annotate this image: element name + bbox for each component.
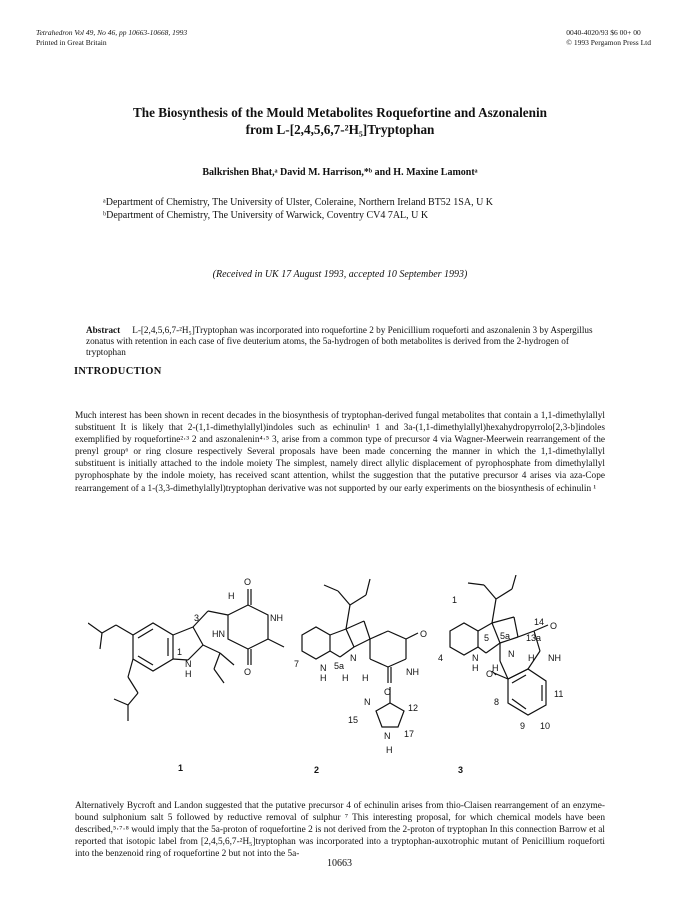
- intro-paragraph-2: Alternatively Bycroft and Landon suggested that the putative precursor 4 of echinulin arises from thio-Claisen rearrangement of an enzyme-bound sulphonium salt 5 followed by reductive removal of sulphur ⁷ This interesting proposal, for which chemical models have been described,⁵·⁷·⁸ would imply that the 5a-proton of roquefortine 2 is not derived from the 2-proton of tryptophan In this connection Barrow et al reported that isotopic label from [2,4,5,6,7-²H₅]tryptophan was incorporated into a tryptophan-auxotrophic mutant of Penicillium roqueforti into the benzenoid ring of roquefortine 2 but not into the 5a-: [75, 801, 605, 860]
- journal-header-left: [36, 28, 187, 48]
- s2-locant-12: 12: [408, 703, 419, 713]
- s2-atom-n2: N: [350, 653, 357, 663]
- s2-atom-n3: N: [364, 697, 371, 707]
- section-heading-introduction: INTRODUCTION: [74, 366, 162, 377]
- s3-atom-n2: N: [508, 649, 515, 659]
- s3-benzo-ring: [508, 669, 546, 715]
- s1-diketopiperazine-ring: [228, 605, 268, 649]
- title-line-2: from L-[2,4,5,6,7-²H₅]Tryptophan: [245, 122, 435, 137]
- s2-locant-15: 15: [348, 715, 359, 725]
- authors: Balkrishen Bhat,ᵃ David M. Harrison,*ᵇ and H. Maxine Lamontᵃ: [202, 167, 478, 178]
- s3-atom-h2: H: [492, 663, 499, 673]
- s1-atom-hn: HN: [212, 629, 225, 639]
- structure-3-aszonalenin: [438, 575, 563, 775]
- s1-locant-1: 1: [177, 647, 183, 657]
- s1-atom-h: H: [228, 591, 235, 601]
- copyright: © 1993 Pergamon Press Ltd: [566, 38, 651, 47]
- s3-locant-10: 10: [540, 721, 551, 731]
- s2-locant-7: 7: [294, 659, 300, 669]
- affiliations: [103, 196, 493, 222]
- compound-label-2: 2: [314, 765, 320, 775]
- s2-atom-o: O: [420, 629, 428, 639]
- s3-benzene-ring: [450, 623, 478, 655]
- structure-2-roquefortine: [294, 579, 427, 775]
- s3-locant-5: 5: [484, 633, 490, 643]
- s3-locant-4: 4: [438, 653, 444, 663]
- compound-label-3: 3: [458, 765, 464, 775]
- s3-locant-9: 9: [520, 721, 526, 731]
- s3-atom-o-bottom: O: [486, 669, 494, 679]
- affiliation-a: ᵃDepartment of Chemistry, The University of Ulster, Coleraine, Northern Ireland BT52 1SA, U K: [103, 197, 494, 208]
- s3-atom-nh: NH: [548, 653, 561, 663]
- s1-atom-n-h: H: [185, 669, 192, 679]
- chemical-structures-figure: [88, 575, 598, 795]
- journal-citation: Tetrahedron Vol 49, No 46, pp 10663-10668, 1993: [36, 28, 188, 37]
- compound-label-1: 1: [178, 763, 184, 773]
- printed-in: Printed in Great Britain: [36, 38, 107, 47]
- intro-paragraph-1: Much interest has been shown in recent decades in the biosynthesis of tryptophan-derived fungal metabolites that contain a 1,1-dimethylallyl substituent It is likely that 2-(1,1-dimethylallyl)indoles such as echinulin¹ 1 and 3a-(1,1-dimethylallyl)hexahydropyrrolo[2,3-b]indoles exemplified by roquefortine²·³ 2 and aszonalenin⁴·⁵ 3, arise from a common type of precursor 4 via Wagner-Meerwein rearrangement of the prenyl group⁶ or ring closure respectively Several proposals have been made concerning the manner in which the 1,1-dimethylallyl substituent is initially attached to the indole moiety The simplest, namely direct allylic displacement of pyrophosphate from dimethylallyl pyrophosphate by the indole moiety, has received scant attention, whilst the suggestion that the putative precursor 4 arises via aza-Cope rearrangement of a 1-(3,3-dimethylallyl)tryptophan derivative was not supported by our early experiments on the biosynthesis of echinulin ¹: [75, 411, 605, 494]
- s3-locant-11: 11: [554, 689, 564, 699]
- s2-imidazole-ring: [376, 703, 404, 727]
- s3-locant-1: 1: [452, 595, 458, 605]
- s2-locant-17: 17: [404, 729, 415, 739]
- s1-atom-nh: NH: [270, 613, 283, 623]
- received-dates: (Received in UK 17 August 1993, accepted 10 September 1993): [212, 269, 468, 280]
- s2-atom-n4: N: [384, 731, 391, 741]
- s1-atom-n: N: [185, 659, 192, 669]
- s2-benzene-ring: [302, 627, 330, 659]
- affiliation-b: ᵇDepartment of Chemistry, The University of Warwick, Coventry CV4 7AL, U K: [103, 210, 429, 221]
- s2-atom-h3: H: [362, 673, 369, 683]
- s3-atom-o-top: O: [550, 621, 558, 631]
- s2-atom-nh: NH: [406, 667, 419, 677]
- abstract-label: Abstract: [86, 325, 121, 335]
- s1-atom-o-bottom: O: [244, 667, 252, 677]
- s2-locant-5a: 5a: [334, 661, 345, 671]
- journal-header-right: [566, 28, 651, 48]
- s3-atom-h3: H: [528, 653, 535, 663]
- s3-locant-13a: 13a: [526, 633, 542, 643]
- abstract: [86, 325, 598, 358]
- s1-locant-3: 3: [194, 613, 200, 623]
- page-number: 10663: [327, 858, 352, 869]
- abstract-text: L-[2,4,5,6,7-²H₅]Tryptophan was incorporated into roquefortine 2 by Penicillium roqueforti and aszonalenin 3 by Aspergillus zonatus with retention in each case of five deuterium atoms, the 5a-hydrogen of both metabolites is derived from the 2-hydrogen of tryptophan: [86, 325, 593, 357]
- s3-locant-8: 8: [494, 697, 500, 707]
- s2-atom-h2: H: [342, 673, 349, 683]
- s3-locant-5a: 5a: [500, 631, 511, 641]
- s2-atom-o2: O: [384, 687, 392, 697]
- s1-benzene-ring: [133, 623, 173, 671]
- issn-price: 0040-4020/93 $6 00+ 00: [566, 28, 641, 37]
- s2-atom-h1: H: [320, 673, 327, 683]
- structure-1-echinulin: [88, 577, 284, 773]
- s3-atom-n1: N: [472, 653, 479, 663]
- s2-atom-n1: N: [320, 663, 327, 673]
- s1-atom-o-top: O: [244, 577, 252, 587]
- article-title: [60, 104, 620, 138]
- s3-atom-h1: H: [472, 663, 479, 673]
- s2-atom-h4: H: [386, 745, 393, 755]
- title-line-1: The Biosynthesis of the Mould Metabolites Roquefortine and Aszonalenin: [133, 105, 547, 120]
- s3-locant-14: 14: [534, 617, 545, 627]
